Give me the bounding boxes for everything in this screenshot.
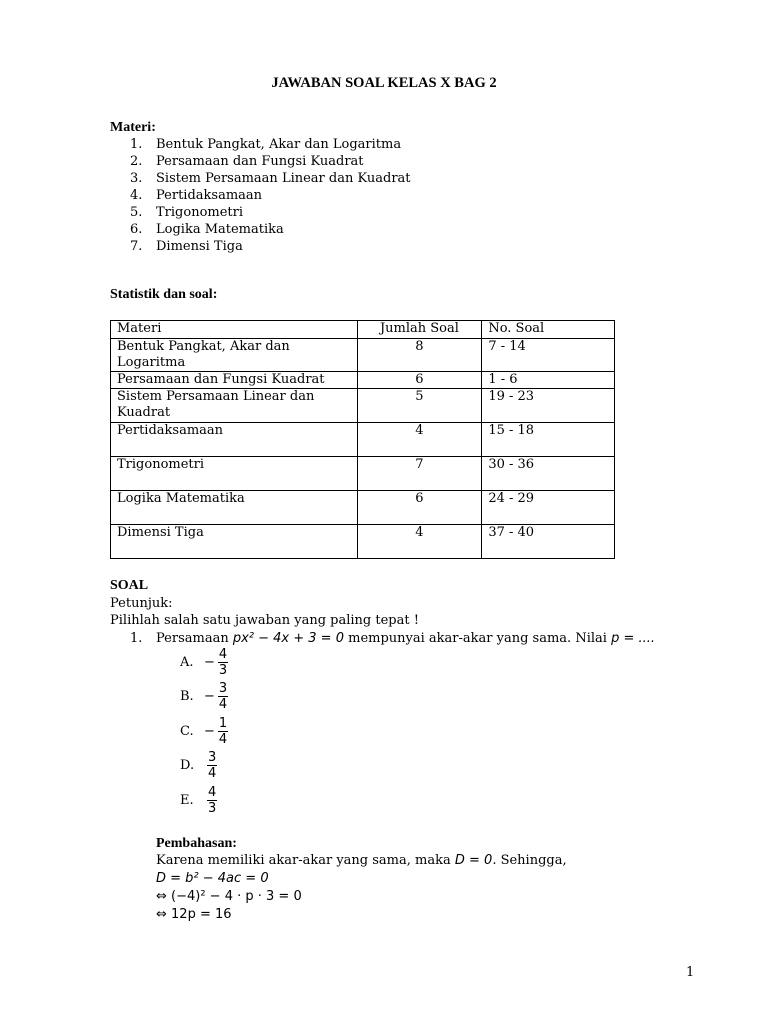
question-ask: p = .... xyxy=(611,631,656,646)
list-item: 1. Bentuk Pangkat, Akar dan Logaritma xyxy=(130,137,402,152)
table-header-cell: No. Soal xyxy=(482,321,615,339)
fraction: $\frac{1}{4}$ xyxy=(218,716,228,747)
soal-heading: SOAL xyxy=(110,578,149,593)
minus-sign: − xyxy=(204,724,215,739)
table-row xyxy=(111,372,615,389)
table-cell: Bentuk Pangkat, Akar dan Logaritma xyxy=(111,339,358,372)
table-row xyxy=(111,339,615,372)
option-b: B. − $\frac{3}{4}$ xyxy=(180,681,228,712)
question-text-after: mempunyai akar-akar yang sama. Nilai xyxy=(348,631,607,646)
table-row xyxy=(111,491,615,525)
list-item: 7. Dimensi Tiga xyxy=(130,239,243,254)
table-cell: 4 xyxy=(357,525,482,559)
option-c: C. − $\frac{1}{4}$ xyxy=(180,716,228,747)
pembahasan-heading: Pembahasan: xyxy=(156,836,237,851)
pembahasan-line-1: Karena memiliki akar-akar yang sama, maka D = 0. Sehingga, xyxy=(156,853,567,868)
table-row xyxy=(111,525,615,559)
list-item: 6. Logika Matematika xyxy=(130,222,284,237)
table-cell: 7 xyxy=(357,457,482,491)
table-header-cell: Materi xyxy=(111,321,358,339)
fraction: $\frac{4}{3}$ xyxy=(208,785,217,816)
list-item: 5. Trigonometri xyxy=(130,205,244,220)
question-1 xyxy=(130,631,655,646)
table-cell: 5 xyxy=(357,389,482,423)
page-title: JAWABAN SOAL KELAS X BAG 2 xyxy=(271,75,497,91)
list-item: 4. Pertidaksamaan xyxy=(130,188,263,203)
table-cell: Trigonometri xyxy=(111,457,358,491)
statistik-table xyxy=(110,320,615,559)
table-cell: 19 - 23 xyxy=(482,389,615,423)
table-cell: 6 xyxy=(357,372,482,389)
table-cell: Dimensi Tiga xyxy=(111,525,358,559)
table-cell: 37 - 40 xyxy=(482,525,615,559)
materi-list xyxy=(130,136,411,255)
fraction: $\frac{3}{4}$ xyxy=(218,681,228,712)
table-cell: 30 - 36 xyxy=(482,457,615,491)
table-cell: Pertidaksamaan xyxy=(111,423,358,457)
pembahasan-step: D = b² − 4ac = 0 xyxy=(156,871,269,886)
option-a: A. − $\frac{4}{3}$ xyxy=(180,647,228,678)
fraction: $\frac{4}{3}$ xyxy=(218,647,228,678)
table-cell: Persamaan dan Fungsi Kuadrat xyxy=(111,372,358,389)
list-item: 2. Persamaan dan Fungsi Kuadrat xyxy=(130,154,364,169)
minus-sign: − xyxy=(204,689,215,704)
table-header-row xyxy=(111,321,615,339)
instruction-text: Pilihlah salah satu jawaban yang paling tepat ! xyxy=(110,613,419,628)
petunjuk-label: Petunjuk: xyxy=(110,596,173,611)
table-cell: 8 xyxy=(357,339,482,372)
question-equation: px² − 4x + 3 = 0 xyxy=(232,631,344,646)
table-row xyxy=(111,389,615,423)
page-number: 1 xyxy=(686,965,695,980)
statistik-heading: Statistik dan soal: xyxy=(110,287,218,302)
table-cell: Logika Matematika xyxy=(111,491,358,525)
question-number: 1. xyxy=(130,631,143,646)
option-e: E. $\frac{4}{3}$ xyxy=(180,785,217,816)
table-cell: 7 - 14 xyxy=(482,339,615,372)
minus-sign: − xyxy=(204,655,215,670)
table-row xyxy=(111,457,615,491)
table-cell: 6 xyxy=(357,491,482,525)
table-header-cell: Jumlah Soal xyxy=(357,321,482,339)
question-text-before: Persamaan xyxy=(156,631,229,646)
table-cell: 4 xyxy=(357,423,482,457)
table-cell: 24 - 29 xyxy=(482,491,615,525)
table-cell: 15 - 18 xyxy=(482,423,615,457)
table-cell: 1 - 6 xyxy=(482,372,615,389)
list-item: 3. Sistem Persamaan Linear dan Kuadrat xyxy=(130,171,411,186)
table-cell: Sistem Persamaan Linear dan Kuadrat xyxy=(111,389,358,423)
fraction: $\frac{3}{4}$ xyxy=(208,750,217,781)
table-row xyxy=(111,423,615,457)
pembahasan-step: ⇔ 12p = 16 xyxy=(156,907,232,922)
option-d: D. $\frac{3}{4}$ xyxy=(180,750,217,781)
pembahasan-step: ⇔ (−4)² − 4 · p · 3 = 0 xyxy=(156,889,302,904)
materi-heading: Materi: xyxy=(110,120,156,135)
